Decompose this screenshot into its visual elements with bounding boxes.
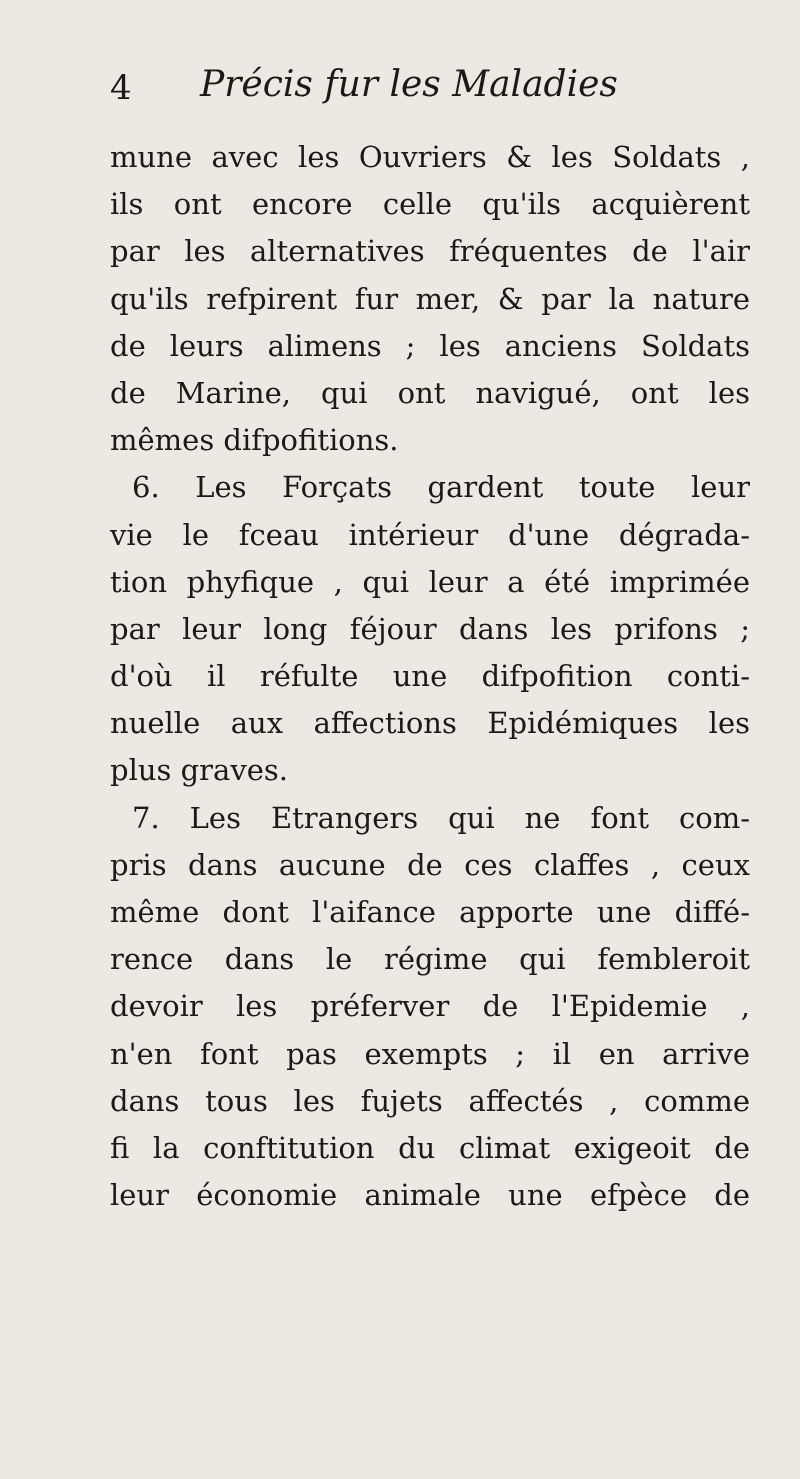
text-line: par les alternatives fréquentes de l'air xyxy=(110,234,750,269)
page-number: 4 xyxy=(110,68,132,108)
text-line: devoir les préferver de l'Epidemie , xyxy=(110,989,750,1024)
running-title: Précis fur les Maladies xyxy=(200,64,618,105)
text-line: de leurs alimens ; les anciens Soldats xyxy=(110,328,750,363)
text-line: d'où il réfulte une difpofition conti- xyxy=(110,659,750,694)
text-line: dans tous les fujets affectés , comme xyxy=(110,1083,750,1118)
text-line: pris dans aucune de ces claffes , ceux xyxy=(110,847,750,882)
text-line: par leur long féjour dans les prifons ; xyxy=(110,611,750,646)
page-header xyxy=(110,64,750,114)
text-line: vie le fceau intérieur d'une dégrada- xyxy=(110,517,750,552)
text-line: tion phyfique , qui leur a été imprimée xyxy=(110,564,750,599)
paragraph-7-start: 7. Les Etrangers qui ne font com- xyxy=(132,800,750,835)
text-line: mune avec les Ouvriers & les Soldats , xyxy=(110,140,750,174)
text-line: même dont l'aifance apporte une diffé- xyxy=(110,895,750,929)
text-line: mêmes difpofitions. xyxy=(110,423,399,458)
text-line: ils ont encore celle qu'ils acquièrent xyxy=(110,187,750,222)
text-line: rence dans le régime qui fembleroit xyxy=(110,942,750,977)
text-line: n'en font pas exempts ; il en arrive xyxy=(110,1036,750,1071)
text-line: nuelle aux affections Epidémiques les xyxy=(110,706,750,741)
body-text xyxy=(110,134,750,1219)
text-line: fi la conftitution du climat exigeoit de xyxy=(110,1130,750,1165)
text-line: leur économie animale une efpèce de xyxy=(110,1178,750,1213)
text-line: de Marine, qui ont navigué, ont les xyxy=(110,375,750,410)
paragraph-6-start: 6. Les Forçats gardent toute leur xyxy=(132,470,750,505)
text-line: qu'ils refpirent fur mer, & par la nature xyxy=(110,281,750,316)
text-line: plus graves. xyxy=(110,753,288,788)
